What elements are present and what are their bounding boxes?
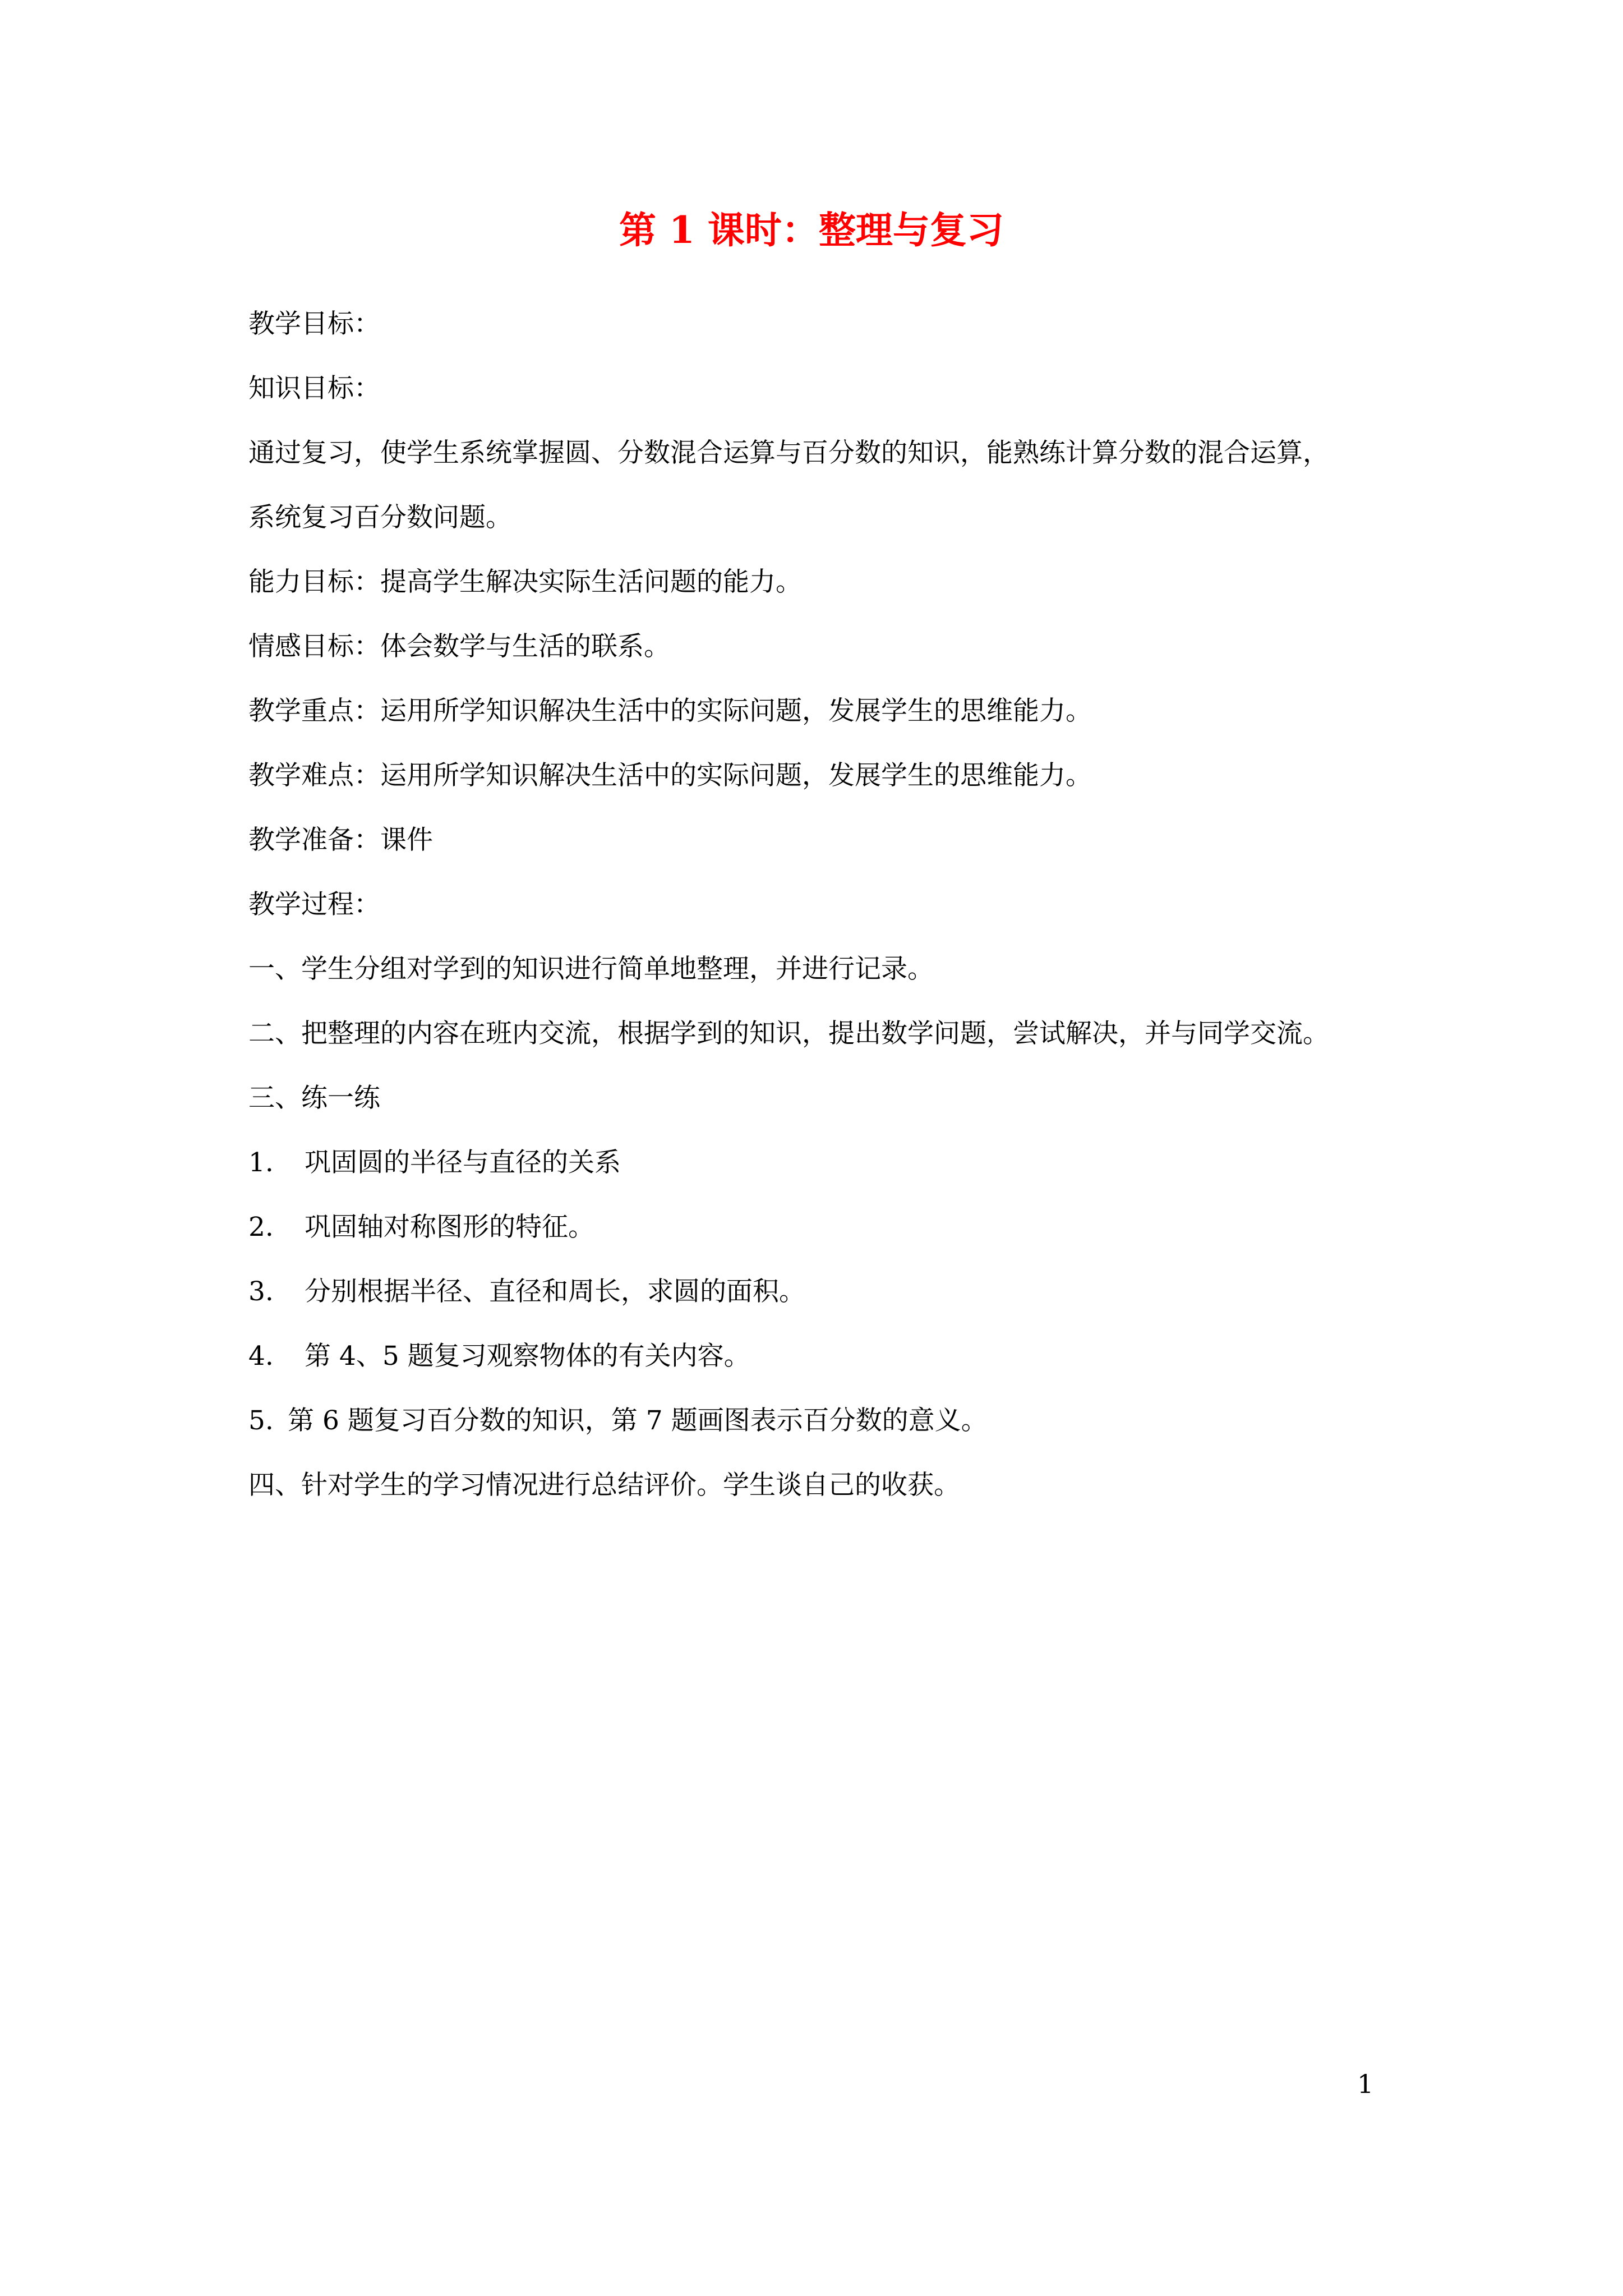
knowledge-goals-text-line-2: 系统复习百分数问题。	[248, 502, 512, 533]
practice-item-text: 第 4、5 题复习观察物体的有关内容。	[305, 1341, 750, 1372]
teaching-process-heading: 教学过程：	[248, 889, 380, 920]
page-number: 1	[1357, 2069, 1374, 2099]
practice-item-3	[248, 1259, 1404, 1324]
practice-item-text: 巩固圆的半径与直径的关系	[305, 1147, 621, 1178]
practice-item-text: 巩固轴对称图形的特征。	[305, 1212, 594, 1243]
knowledge-goals-heading: 知识目标：	[248, 373, 380, 404]
practice-item-5	[248, 1388, 1404, 1453]
practice-item-text: 第 6 题复习百分数的知识，第 7 题画图表示百分数的意义。	[288, 1405, 988, 1436]
process-step-4: 四、针对学生的学习情况进行总结评价。学生谈自己的收获。	[248, 1470, 960, 1501]
process-step-2: 二、把整理的内容在班内交流，根据学到的知识，提出数学问题，尝试解决，并与同学交流。	[248, 1018, 1329, 1049]
teaching-goals-heading: 教学目标：	[248, 309, 380, 339]
teaching-key-point: 教学重点：运用所学知识解决生活中的实际问题，发展学生的思维能力。	[248, 696, 1092, 726]
practice-item-number: 1.	[248, 1147, 274, 1178]
practice-item-2	[248, 1195, 1404, 1259]
teaching-difficulty: 教学难点：运用所学知识解决生活中的实际问题，发展学生的思维能力。	[248, 760, 1092, 791]
practice-item-4	[248, 1324, 1404, 1388]
lesson-body	[248, 292, 1404, 1517]
knowledge-goals-text-line-1: 通过复习，使学生系统掌握圆、分数混合运算与百分数的知识，能熟练计算分数的混合运算，	[248, 438, 1329, 468]
practice-item-number: 5.	[248, 1405, 274, 1436]
practice-item-number: 4.	[248, 1341, 274, 1372]
practice-item-number: 3.	[248, 1276, 274, 1307]
ability-goals: 能力目标：提高学生解决实际生活问题的能力。	[248, 567, 802, 597]
process-step-1: 一、学生分组对学到的知识进行简单地整理，并进行记录。	[248, 954, 934, 984]
practice-item-number: 2.	[248, 1212, 274, 1243]
practice-item-1	[248, 1130, 1404, 1195]
process-step-3: 三、练一练	[248, 1083, 380, 1114]
teaching-preparation: 教学准备：课件	[248, 825, 433, 855]
emotion-goals: 情感目标：体会数学与生活的联系。	[248, 631, 670, 662]
lesson-title: 第 1 课时：整理与复习	[619, 208, 1004, 252]
practice-item-text: 分别根据半径、直径和周长，求圆的面积。	[305, 1276, 805, 1307]
